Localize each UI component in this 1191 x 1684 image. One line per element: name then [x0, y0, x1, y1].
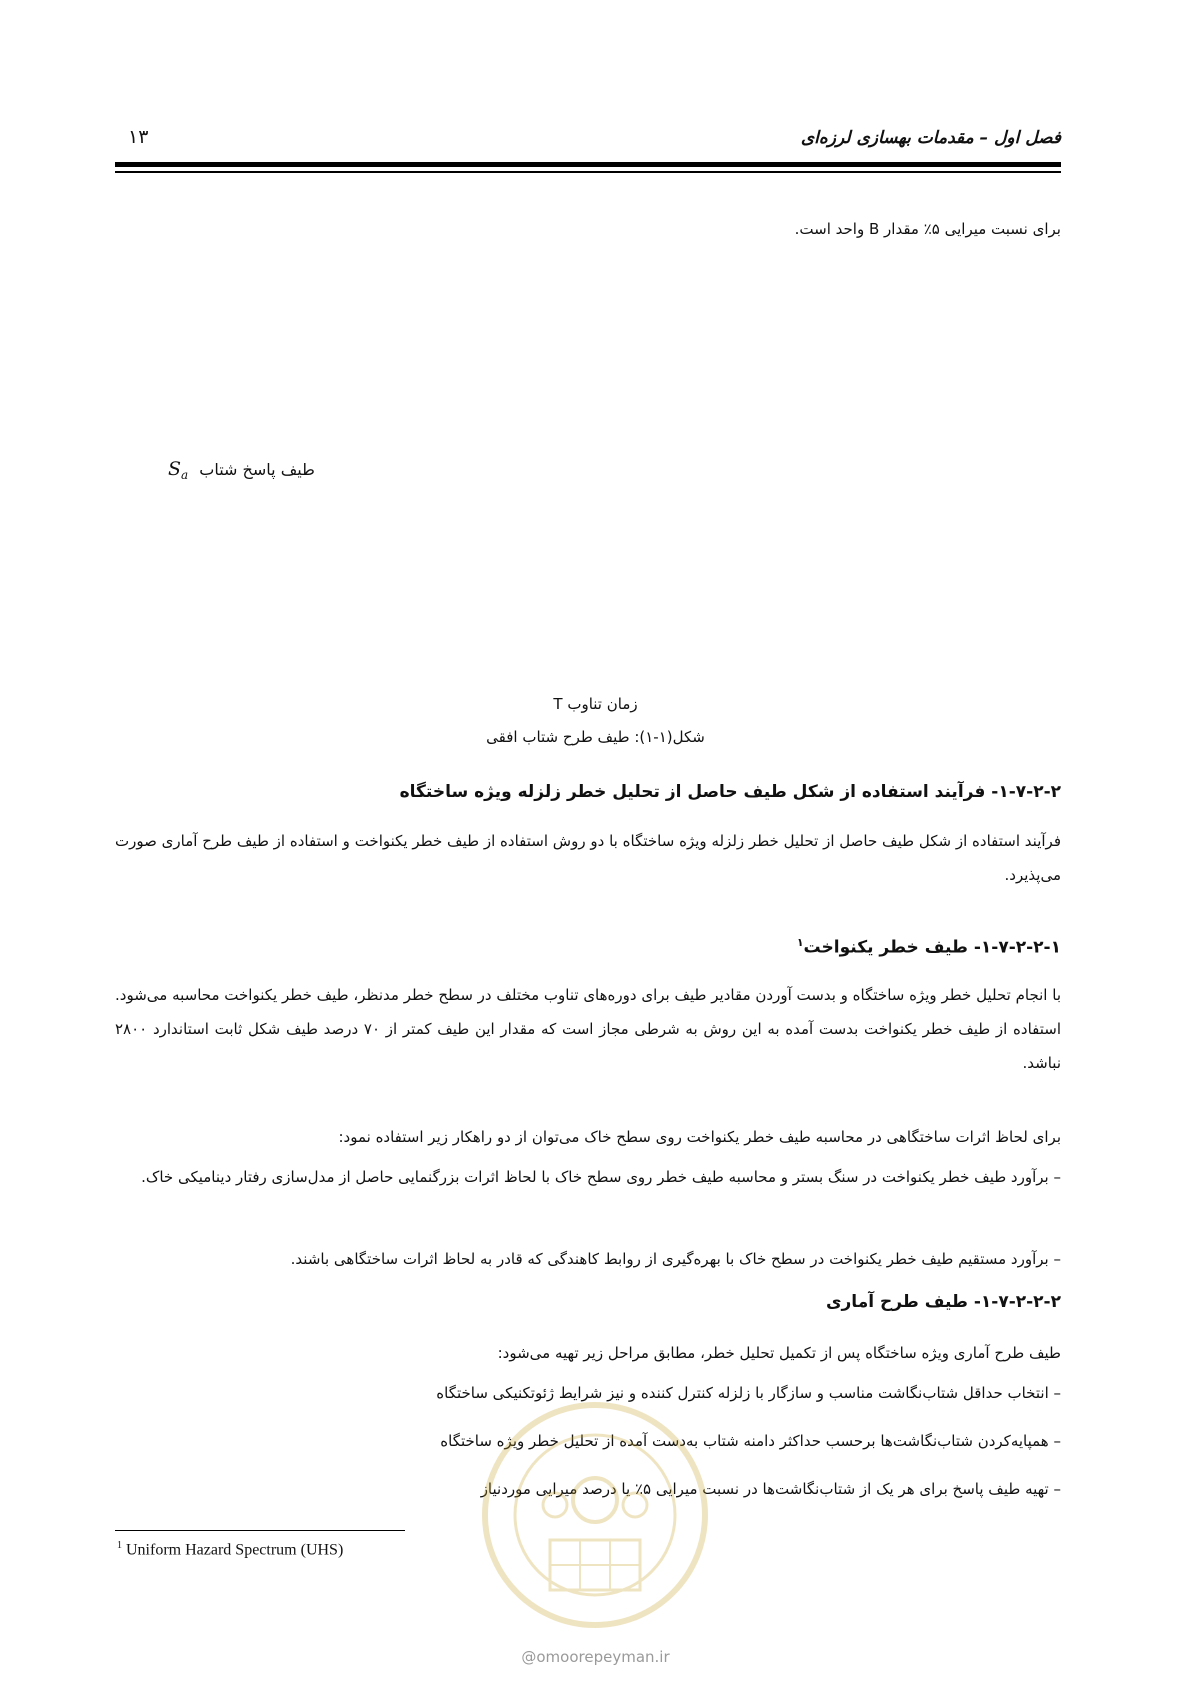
section-3-bullet-1: – انتخاب حداقل شتاب‌نگاشت مناسب و سازگار با زلزله کنترل کننده و نیز شرایط ژئوتکنیکی ساختگاه — [436, 1384, 1061, 1402]
section-heading-3: ۱-۷-۲-۲-۲- طیف طرح آماری — [825, 1292, 1061, 1312]
watermark-site: omoorepeyman.ir — [536, 1648, 670, 1666]
figure-x-axis-label: T زمان تناوب — [553, 695, 638, 713]
watermark-seal-icon — [470, 1390, 720, 1640]
footnote-number: 1 — [117, 1540, 122, 1551]
header-rule-thick — [115, 162, 1061, 167]
y-symbol: S — [168, 458, 182, 480]
y-label-text: طیف پاسخ شتاب — [199, 460, 315, 479]
section-2-intro: برای لحاظ اثرات ساختگاهی در محاسبه طیف خطر یکنواخت روی سطح خاک می‌توان از دو راهکار زیر استفاده نمود: — [338, 1128, 1061, 1146]
header-rule-thin — [115, 171, 1061, 173]
section-1-body: فرآیند استفاده از شکل طیف حاصل از تحلیل خطر زلزله ویژه ساختگاه با دو روش استفاده از طیف خطر یکنواخت و استفاده از طیف طرح آماری صورت می‌پذیرد. — [115, 832, 1061, 884]
footnote — [117, 1540, 343, 1559]
y-subscript: a — [181, 468, 189, 482]
section-3-bullet-2: – همپایه‌کردن شتاب‌نگاشت‌ها برحسب حداکثر دامنه شتاب به‌دست آمده از تحلیل خطر ویژه ساختگاه — [440, 1432, 1061, 1450]
watermark-site-text — [0, 1648, 1191, 1666]
footnote-text: Uniform Hazard Spectrum (UHS) — [126, 1541, 344, 1559]
section-2-bullet-2: – برآورد مستقیم طیف خطر یکنواخت در سطح خاک با بهره‌گیری از روابط کاهندگی که قادر به لحاظ اثرات ساختگاهی باشند. — [290, 1250, 1061, 1268]
section-3-intro: طیف طرح آماری ویژه ساختگاه پس از تکمیل تحلیل خطر، مطابق مراحل زیر تهیه می‌شود: — [497, 1344, 1061, 1362]
section-2-bullet-1: – برآورد طیف خطر یکنواخت در سنگ بستر و محاسبه طیف خطر روی سطح خاک با لحاظ اثرات بزرگنمایی حاصل از مدل‌سازی رفتار دینامیکی خاک. — [141, 1168, 1061, 1186]
intro-sentence: برای نسبت میرایی ۵٪ مقدار B واحد است. — [794, 220, 1061, 238]
figure-caption: شکل(۱-۱): طیف طرح شتاب افقی — [486, 728, 705, 746]
section-heading-1: ۱-۷-۲-۲- فرآیند استفاده از شکل طیف حاصل از تحلیل خطر زلزله ویژه ساختگاه — [399, 782, 1061, 802]
section-3-bullet-3: – تهیه طیف پاسخ برای هر یک از شتاب‌نگاشت‌ها در نسبت میرایی ۵٪ یا درصد میرایی موردنیاز — [480, 1480, 1061, 1498]
section-2-heading-text: ۱-۷-۲-۲-۱- طیف خطر یکنواخت — [803, 937, 1061, 958]
page-number: ۱۳ — [128, 126, 149, 148]
section-heading-2 — [797, 936, 1061, 958]
watermark-at-icon: @ — [521, 1648, 537, 1666]
running-header-title: فصل اول – مقدمات بهسازی لرزه‌ای — [800, 128, 1061, 148]
footnote-reference: ۱ — [796, 936, 804, 949]
footnote-rule — [115, 1530, 405, 1531]
figure-y-axis-label — [168, 458, 315, 482]
section-2-body: با انجام تحلیل خطر ویژه ساختگاه و بدست آوردن مقادیر طیف برای دوره‌های تناوب مختلف در سطح خطر مدنظر، طیف خطر یکنواخت محاسبه می‌شود. استفاده از طیف خطر یکنواخت بدست آمده به این روش به شرطی مجاز است که مقدار این طیف کمتر از ۷۰ درصد طیف شکل ثابت استاندارد ۲۸۰۰ نباشد. — [115, 986, 1062, 1072]
